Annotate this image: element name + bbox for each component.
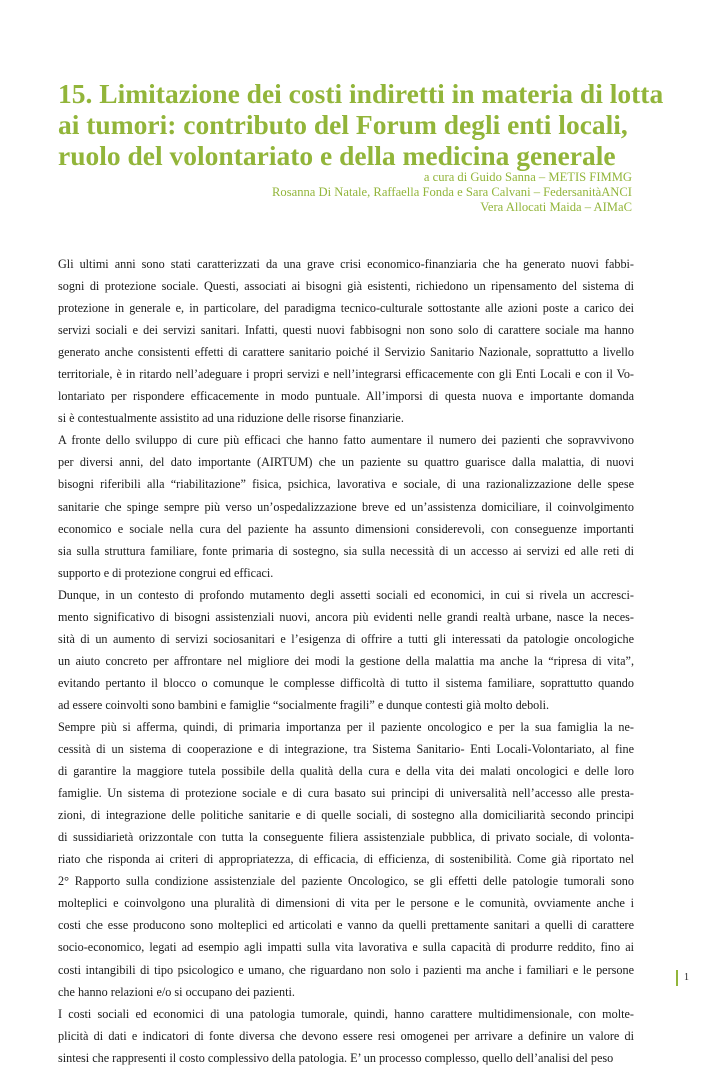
text-line: ad essere coinvolti sono bambini e famiglie “socialmente fragili” e dunque contesti già molto deboli. (58, 697, 550, 712)
text-line: servizi sociali e dei servizi sanitari. Infatti, questi nuovi fabbisogni non sono solo di carattere sociale ma hanno (58, 323, 634, 338)
text-line: molteplici e coinvolgono una pluralità di dimensioni di vita per le persone e le comunità, ovviamente anche i (58, 896, 634, 911)
text-line: generato anche consistenti effetti di carattere sanitario poiché il Servizio Sanitario Nazionale, soprattutto a livello (58, 345, 634, 360)
chapter-title (58, 78, 664, 171)
text-line: protezione in generale e, in particolare, del paradigma tecnico-culturale sottostante alle azioni poste a carico dei (58, 301, 634, 316)
paragraph (58, 429, 634, 583)
text-line: sia sulla struttura familiare, fonte primaria di sostegno, sia sulla necessità di un accesso ai servizi ed alle reti di (58, 543, 634, 558)
paragraph (58, 1003, 634, 1069)
text-line: si è contestualmente assistito ad una riduzione delle risorse finanziarie. (58, 411, 404, 426)
text-line: di sussidiarietà orizzontale con tutta la conseguente filiera assistenziale pubblica, di privato sociale, di volonta- (58, 830, 634, 845)
text-line: 2° Rapporto sulla condizione assistenziale del paziente Oncologico, se gli effetti delle patologie tumorali sono (58, 874, 634, 889)
text-line: territoriale, è in ritardo nell’adeguare i propri servizi e nell’integrarsi efficacemente con gli Enti Locali e con il Vo- (58, 367, 634, 382)
text-line: lontariato per rispondere efficacemente in modo puntuale. All’imporsi di questa nuova e importante domanda (58, 389, 634, 404)
page-number: 1 (676, 970, 689, 986)
text-line: un aiuto concreto per affrontare nel migliore dei modi la gestione della malattia ma anche la “ripresa di vita”, (58, 653, 634, 668)
text-line: mento significativo di bisogni assistenziali nuovi, ancora più evidenti nelle grandi realtà urbane, nasce la neces- (58, 609, 634, 624)
title-line-3: ruolo del volontariato e della medicina generale (58, 140, 616, 171)
text-line: bisogni riferibili alla “riabilitazione” fisica, psichica, lavorativa e sociale, di una razionalizzazione delle spese (58, 477, 634, 492)
body-text (58, 253, 634, 1069)
paragraph (58, 716, 634, 1003)
text-line: costi che esse producono sono molteplici ed articolati e vanno da quelli prettamente sanitari a quelli di carattere (58, 918, 634, 933)
paragraph (58, 584, 634, 716)
text-line: sintesi che rappresenti il costo complessivo della patologia. E’ un processo complesso, quello dell’analisi del peso (58, 1050, 614, 1065)
text-line: socio-economico, legati ad esempio agli impatti sulla vita lavorativa e sulla capacità di produrre reddito, fino ai (58, 940, 634, 955)
author-line-1: a cura di Guido Sanna – METIS FIMMG (423, 170, 632, 184)
text-line: sanitarie che spinge sempre più verso un’ospedalizzazione breve ed un’assistenza domiciliare, il coinvolgimento (58, 499, 634, 514)
text-line: che hanno relazioni e/o si occupano dei pazienti. (58, 984, 295, 999)
authors-block (272, 170, 632, 215)
text-line: A fronte dello sviluppo di cure più efficaci che hanno fatto aumentare il numero dei pazienti che sopravvivono (58, 433, 634, 448)
text-line: evitando pertanto il blocco o comunque le complesse difficoltà di tutto il sistema familiare, soprattutto quando (58, 675, 634, 690)
text-line: sità di un aumento di servizi sociosanitari e l’esigenza di offrire a tutti gli interessati da patologie oncologiche (58, 631, 634, 646)
text-line: cessità di un sistema di cooperazione e di integrazione, tra Sistema Sanitario- Enti Locali-Volontariato, al fine (58, 742, 634, 757)
text-line: sogni di protezione sociale. Questi, associati ai bisogni già esistenti, richiedono un ripensamento del sistema di (58, 279, 634, 294)
text-line: Gli ultimi anni sono stati caratterizzati da una grave crisi economico-finanziaria che ha generato nuovi fabbi- (58, 257, 634, 271)
text-line: per diversi anni, del dato importante (AIRTUM) che un paziente su quattro guarisce dalla malattia, di nuovi (58, 455, 634, 470)
title-line-2: ai tumori: contributo del Forum degli enti locali, (58, 109, 628, 140)
title-line-1: 15. Limitazione dei costi indiretti in materia di lotta (58, 78, 664, 109)
text-line: di garantire la maggiore tutela possibile della qualità della cura e della vita dei malati oncologici e delle loro (58, 764, 634, 779)
text-line: supporto e di protezione congrui ed efficaci. (58, 565, 274, 580)
text-line: riato che risponda ai criteri di appropriatezza, di efficacia, di efficienza, di sostenibilità. Come già riportato nel (58, 852, 634, 867)
text-line: economico e sociale nella cura del paziente ha assunto dimensioni considerevoli, con conseguenze importanti (58, 521, 634, 536)
text-line: Dunque, in un contesto di profondo mutamento degli assetti sociali ed economici, in cui si rivela un accresci- (58, 587, 634, 602)
text-line: famiglie. Un sistema di protezione sociale e di cura basato sui principi di universalità nell’accesso alle presta- (58, 786, 634, 801)
text-line: I costi sociali ed economici di una patologia tumorale, quindi, hanno carattere multidimensionale, con molte- (58, 1006, 634, 1021)
author-line-3: Vera Allocati Maida – AIMaC (480, 200, 632, 214)
author-line-2: Rosanna Di Natale, Raffaella Fonda e Sara Calvani – FedersanitàANCI (272, 185, 632, 199)
text-line: costi intangibili di tipo psicologico e umano, che riguardano non solo i pazienti ma anche i familiari e le persone (58, 962, 634, 977)
text-line: zioni, di integrazione delle politiche sanitarie e di quelle sociali, di sostegno alla domiciliarità secondo principi (58, 808, 634, 823)
text-line: plicità di dati e indicatori di fonte diversa che devono essere resi omogenei per arrivare a definire un valore di (58, 1028, 634, 1043)
text-line: Sempre più si afferma, quindi, di primaria importanza per il paziente oncologico e per la sua famiglia la ne- (58, 719, 634, 734)
paragraph (58, 253, 634, 429)
